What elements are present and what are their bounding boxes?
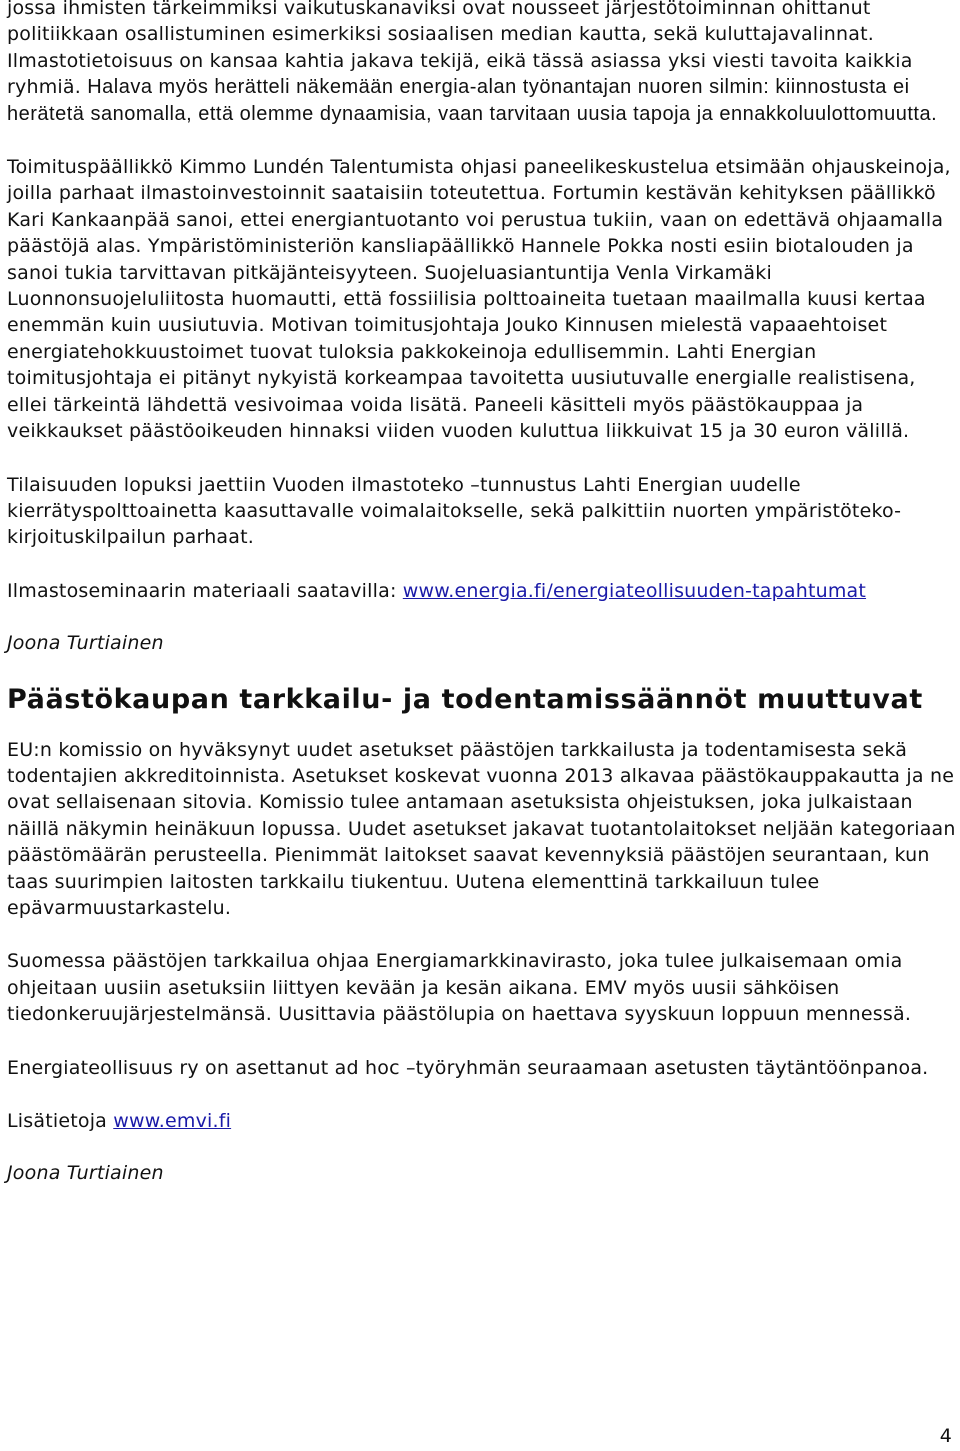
info-link[interactable]: www.emvi.fi [113,1110,232,1132]
article1-paragraph-2: Toimituspäällikkö Kimmo Lundén Talentumista ohjasi paneelikeskustelua etsimään ohjauskeinoja, joilla parhaat ilmastoinvestoinnit saataisiin toteutettua. Fortumin kestävän kehityksen päällikkö Kari Kankaanpää sanoi, ettei energiantuotanto voi perustua tukiin, vaan on edettävä ohjaamalla päästöjä alas. Ympäristöministeriön kansliapäällikkö Hannele Pokka nosti esiin biotalouden ja sanoi tukia tarvittavan pitkäjänteisyyteen. Suojeluasiantuntija Venla Virkamäki Luonnonsuojeluliitosta huomautti, että fossiilisia polttoaineita tuetaan maailmalla kuusi kertaa enemmän kuin uusiutuvia. Motivan toimitusjohtaja Jouko Kinnusen mielestä vapaaehtoiset energiatehokkuustoimet tuovat tuloksia pakkokeinoja edullisemmin. Lahti Energian toimitusjohtaja ei pitänyt nykyistä korkeampaa tavoitetta uusiutuvalle energialle realistisena, ellei tärkeintä lähdettä vesivoimaa voida lisätä. Paneeli käsitteli myös päästökauppaa ja veikkaukset päästöoikeuden hinnaksi viiden vuoden kuluttua liikkuivat 15 ja 30 euron välillä. [7,156,951,443]
document-page [7,0,957,1213]
article1-material-line [7,578,957,604]
article2-title: Päästökaupan tarkkailu- ja todentamissäännöt muuttuvat [7,683,923,715]
article1-paragraph-1-part-b: Halava myös herätteli näkemään energia-alan työnantajan nuoren silmin: kiinnostusta ei herätetä sanomalla, että olemme dynaamisia, vaan tarvitaan uusia tapoja ja ennakkoluulottomuutta. [7,76,938,125]
article2-paragraph-3: Energiateollisuus ry on asettanut ad hoc –työryhmän seuraamaan asetusten täytäntöönpanoa. [7,1056,929,1079]
article2-paragraph-1: EU:n komissio on hyväksynyt uudet asetukset päästöjen tarkkailusta ja todentamisesta sekä todentajien akkreditoinnista. Asetukset koskevat vuonna 2013 alkavaa päästökauppakautta ja ne ovat sellaisenaan sitovia. Komissio tulee antamaan asetuksista ohjeistuksen, joka julkaistaan näillä näkymin heinäkuun lopussa. Uudet asetukset jakavat tuotantolaitokset neljään kategoriaan päästömäärän perusteella. Pienimmät laitokset saavat kevennyksiä päästöjen seurantaan, kun taas suurimpien laitosten tarkkailu tiukentuu. Uutena elementtinä tarkkailuun tulee epävarmuustarkastelu. [7,738,956,919]
info-label: Lisätietoja [7,1110,114,1132]
page-number: 4 [939,1424,952,1447]
article1-author: Joona Turtiainen [7,632,164,655]
article2-info-line [7,1108,957,1134]
article1-paragraph-1 [7,0,957,127]
article1-paragraph-3: Tilaisuuden lopuksi jaettiin Vuoden ilmastoteko –tunnustus Lahti Energian uudelle kierrätyspolttoainetta kaasuttavalle voimalaitokselle, sekä palkittiin nuorten ympäristöteko-kirjoituskilpailun parhaat. [7,473,902,549]
material-link[interactable]: www.energia.fi/energiateollisuuden-tapahtumat [402,579,867,602]
article2-author: Joona Turtiainen [7,1162,164,1185]
article2-paragraph-2: Suomessa päästöjen tarkkailua ohjaa Energiamarkkinavirasto, joka tulee julkaisemaan omia ohjeitaan uusiin asetuksiin liittyen kevään ja kesän aikana. EMV myös uusii sähköisen tiedonkeruujärjestelmänsä. Uusittavia päästölupia on haettava syyskuun loppuun mennessä. [7,950,912,1026]
material-label: Ilmastoseminaarin materiaali saatavilla: [7,579,403,602]
article1-paragraph-1-part-a: jossa ihmisten tärkeimmiksi vaikutuskanaviksi ovat nousseet järjestötoiminnan ohittanut politiikkaan osallistuminen esimerkiksi sosiaalisen median kautta, sekä kuluttajavalinnat. Ilmastotietoisuus on kansaa kahtia jakava tekijä, eikä tässä asiassa yksi viesti tavoita kaikkia ryhmiä. [7,0,913,99]
